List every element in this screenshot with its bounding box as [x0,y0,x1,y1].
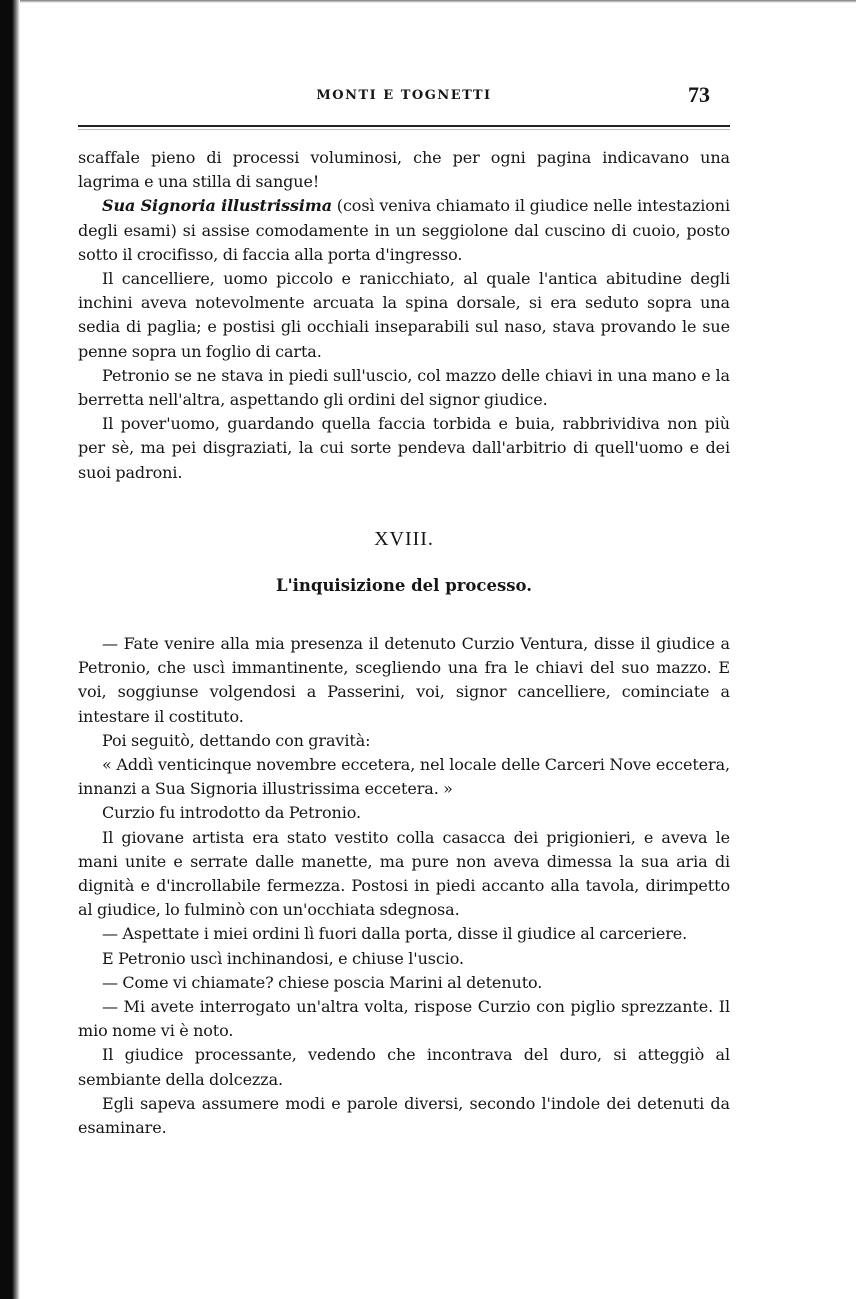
quoted-paragraph: « Addì venticinque novembre eccetera, nel locale delle Carceri Nove eccetera, innanzi a Sua Signoria illustrissima eccetera. » [78,755,730,799]
paragraph: Petronio se ne stava in piedi sull'uscio, col mazzo delle chiavi in una mano e la berretta nell'altra, aspettando gli ordini del signor giudice. [78,365,730,410]
chapter-number: XVIII. [374,528,434,550]
paragraph: Il cancelliere, uomo piccolo e ranicchiato, al quale l'antica abitudine degli inchini aveva notevolmente arcuata la spina dorsale, si era seduto sopra una sedia di paglia; e postisi gli occhiali inseparabili sul naso, stava provando le sue penne sopra un foglio di carta. [78,269,730,361]
paragraph: Il giovane artista era stato vestito colla casacca dei prigionieri, e aveva le mani unite e serrate dalle manette, ma pure non aveva dimessa la sua aria di dignità e d'incrollabile fermezza. Postosi in piedi accanto alla tavola, dirimpetto al giudice, lo fulminò con un'occhiata sdegnosa. [78,827,730,920]
paragraph: — Mi avete interrogato un'altra volta, rispose Curzio con piglio sprezzante. Il mio nome vi è noto. [78,997,730,1041]
paragraph: — Aspettate i miei ordini lì fuori dalla porta, disse il giudice al carceriere. [102,924,688,944]
body-text-bottom [78,632,730,1140]
paragraph: scaffale pieno di processi voluminosi, che per ogni pagina indicavano una lagrima e una stilla di sangue! [78,148,730,192]
page-header [78,82,730,112]
paragraph: Il giudice processante, vedendo che incontrava del duro, si atteggiò al sembiante della dolcezza. [78,1045,730,1089]
chapter-title: L'inquisizione del processo. [275,576,533,595]
paragraph: Poi seguitò, dettando con gravità: [102,730,371,750]
paragraph: Curzio fu introdotto da Petronio. [102,803,362,823]
paragraph: — Fate venire alla mia presenza il detenuto Curzio Ventura, disse il giudice a Petronio, che uscì immantinente, scegliendo una fra le chiavi del suo mazzo. E voi, soggiunse volgendosi a Passerini, voi, signor cancelliere, cominciate a intestare il costituto. [78,634,730,726]
page-number: 73 [688,82,710,107]
running-title: MONTI E TOGNETTI [316,88,492,103]
body-text-top [78,146,730,485]
header-rule [78,125,730,127]
paragraph-text: (così veniva chiamato il giudice nelle intestazioni degli esami) si assise comodamente in un seggiolone dal cuscino di cuoio, posto sotto il crocifisso, di faccia alla porta d'ingresso. [78,196,730,264]
book-spine-edge [0,0,20,1299]
paragraph [78,194,730,267]
paragraph: — Come vi chiamate? chiese poscia Marini al detenuto. [102,972,543,992]
paragraph: E Petronio uscì inchinandosi, e chiuse l'uscio. [102,948,464,968]
header-rule-thin [78,129,730,130]
italic-phrase: Sua Signoria illustrissima [102,196,332,216]
paragraph: Egli sapeva assumere modi e parole diversi, secondo l'indole dei detenuti da esaminare. [78,1093,730,1138]
page-top-edge [0,0,856,3]
paragraph: Il pover'uomo, guardando quella faccia torbida e buia, rabbrividiva non più per sè, ma pei disgraziati, la cui sorte pendeva dall'arbitrio di quell'uomo e dei suoi padroni. [78,414,730,482]
